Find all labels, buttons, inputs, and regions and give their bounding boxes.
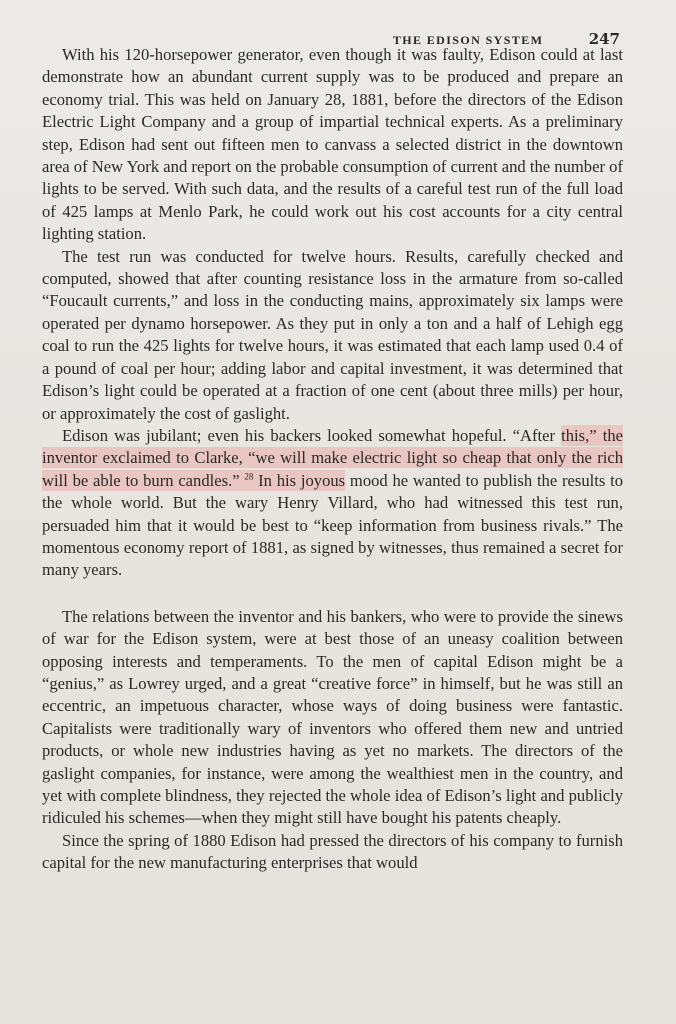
paragraph-3-lead: Edison was jubilant; even his backers looked somewhat hopeful. “After (62, 425, 562, 445)
paragraph-2: The test run was conducted for twelve hours. Results, carefully checked and computed, showed that after counting resistance loss in the armature from so-called “Foucault currents,” and loss in the conducting mains, approximately six lamps were operated per dynamo horsepower. As they put in only a ton and a half of Lehigh egg coal to run the 425 lights for twelve hours, it was estimated that each lamp used 0.4 of a pound of coal per hour; adding labor and capital investment, it was determined that Edison’s light could be operated at a fraction of one cent (about three mills) per hour, or approximately the cost of gaslight. (42, 246, 623, 423)
page-number: 247 (588, 30, 620, 48)
body-text (42, 44, 623, 875)
paragraph-5: Since the spring of 1880 Edison had pressed the directors of his company to furnish capital for the new manufacturing enterprises that would (42, 830, 623, 873)
footnote-marker: 28 (244, 471, 254, 482)
paragraph-1: With his 120-horsepower generator, even though it was faulty, Edison could at last demonstrate how an abundant current supply was to be produced and prepare an economy trial. This was held on January 28, 1881, before the directors of the Edison Electric Light Company and a group of impartial technical experts. As a preliminary step, Edison had sent out fifteen men to canvass a selected district in the downtown area of New York and report on the probable consumption of current and the number of lights to be served. With such data, and the results of a careful test run of the full load of 425 lamps at Menlo Park, he could work out his cost accounts for a city central lighting station. (42, 45, 623, 244)
paragraph-4: The relations between the inventor and his bankers, who were to provide the sinews of war for the Edison system, were at best those of an uneasy coalition between opposing interests and temperaments. To the men of capital Edison might be a “genius,” as Lowrey urged, and a great “creative force” in himself, but he was still an eccentric, an impetuous character, whose ways of doing business were fantastic. Capitalists were traditionally wary of inventors who offered them new and untried products, or whole new industries having as yet no markets. The directors of the gaslight companies, for instance, were among the wealthiest men in the country, and yet with complete blindness, they rejected the whole idea of Edison’s light and publicly ridiculed his schemes—when they might still have bought his patents cheaply. (42, 606, 623, 828)
running-title: THE EDISON SYSTEM (392, 33, 544, 47)
paragraph-3-rest: mood he wanted to publish the results to the whole world. But the wary Henry Villard, who had witnessed this test run, persuaded him that it would be best to “keep information from business rivals.” The momentous economy report of 1881, as signed by witnesses, thus remained a secret for many years. (42, 470, 623, 580)
highlighted-quote-text: this,” the inventor exclaimed to Clarke, “we will make electric light so cheap that only the rich will be able to burn candles.” (42, 425, 623, 490)
paragraph-3 (42, 425, 623, 582)
highlighted-quote-tail: In his joyous (253, 470, 346, 490)
